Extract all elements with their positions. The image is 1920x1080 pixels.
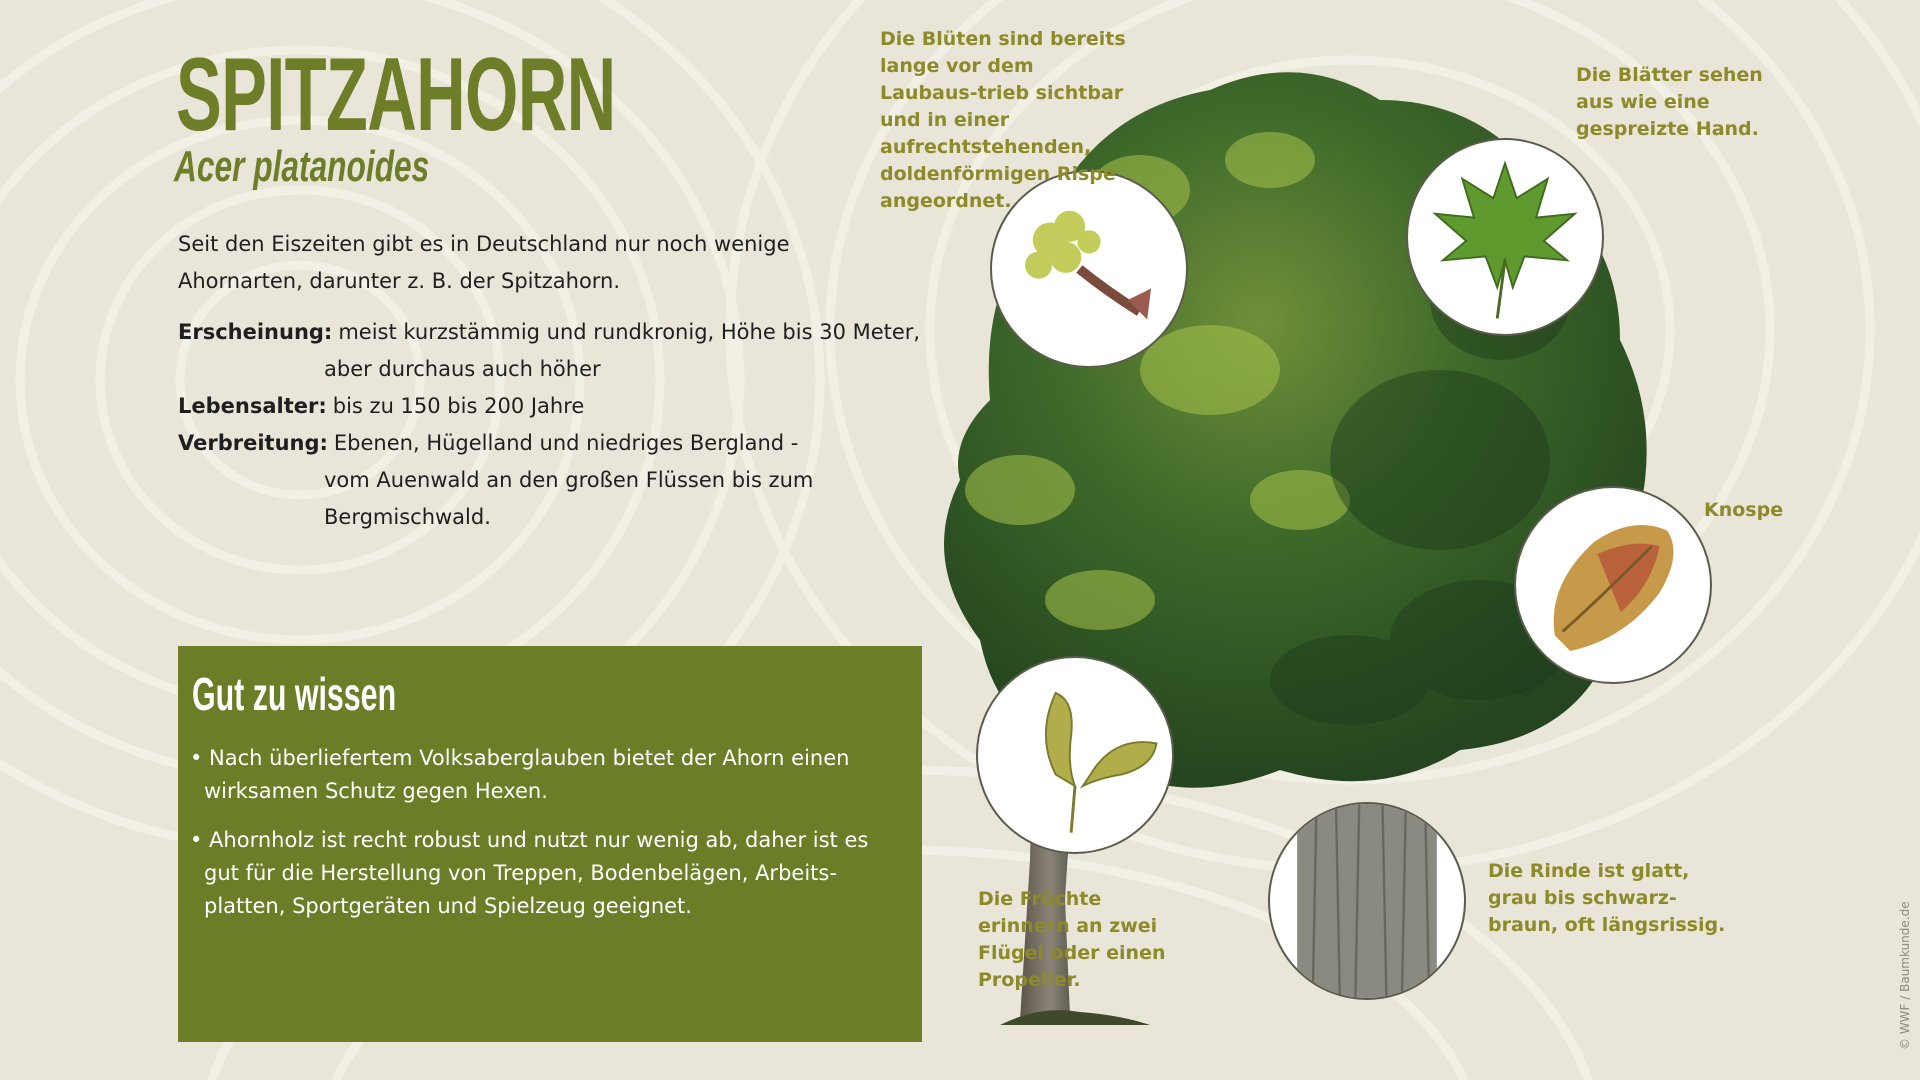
bark-image (1268, 802, 1466, 1000)
good-to-know-box (178, 646, 922, 1042)
fact-label: Erscheinung: (178, 320, 333, 344)
list-item: • Nach überliefertem Volksaberglauben bietet der Ahorn einen wirksamen Schutz gegen Hexen. (190, 746, 850, 803)
fact-value: aber durchaus auch höher (324, 357, 601, 381)
leaf-image (1406, 138, 1604, 336)
fruit-annotation: Die Früchte erinnern an zwei Flügel oder einen Propeller. (978, 888, 1166, 991)
fact-value: meist kurzstämmig und rundkronig, Höhe bis 30 Meter, (338, 320, 921, 344)
bud-image (1514, 486, 1712, 684)
fact-row (178, 314, 938, 351)
fact-value: Ebenen, Hügelland und niedriges Bergland - (333, 431, 799, 455)
intro-text: Seit den Eiszeiten gibt es in Deutschland nur noch wenige Ahornarten, darunter z. B. der Spitzahorn. (178, 232, 790, 293)
fruit-image (976, 656, 1174, 854)
latin-name: Acer platanoides (174, 142, 430, 191)
fact-value: vom Auenwald an den großen Flüssen bis zum Bergmischwald. (324, 468, 814, 529)
fact-row (178, 388, 938, 425)
leaf-annotation: Die Blätter sehen aus wie eine gespreizte Hand. (1576, 64, 1763, 140)
fact-label: Lebensalter: (178, 394, 327, 418)
good-to-know-title: Gut zu wissen (192, 668, 397, 720)
credit-text: © WWF / Baumkunde.de (1898, 901, 1912, 1050)
good-to-know-list (190, 742, 890, 939)
bark-annotation: Die Rinde ist glatt, grau bis schwarz-braun, oft längsrissig. (1488, 860, 1726, 936)
fact-row (178, 351, 938, 388)
fact-list (178, 314, 938, 536)
fact-label: Verbreitung: (178, 431, 328, 455)
fact-value: bis zu 150 bis 200 Jahre (332, 394, 585, 418)
list-item: • Ahornholz ist recht robust und nutzt nur wenig ab, daher ist es gut für die Herstellung von Treppen, Bodenbelägen, Arbeits-platten, Sportgeräten und Spielzeug geeignet. (190, 828, 869, 918)
fact-row (178, 462, 824, 536)
page-title: SPITZAHORN (176, 37, 616, 153)
bud-annotation: Knospe (1704, 499, 1784, 521)
fact-row (178, 425, 938, 462)
flower-annotation: Die Blüten sind bereits lange vor dem Laubaus-trieb sichtbar und in einer aufrechtstehenden, doldenförmigen Rispe angeordnet. (880, 28, 1126, 212)
